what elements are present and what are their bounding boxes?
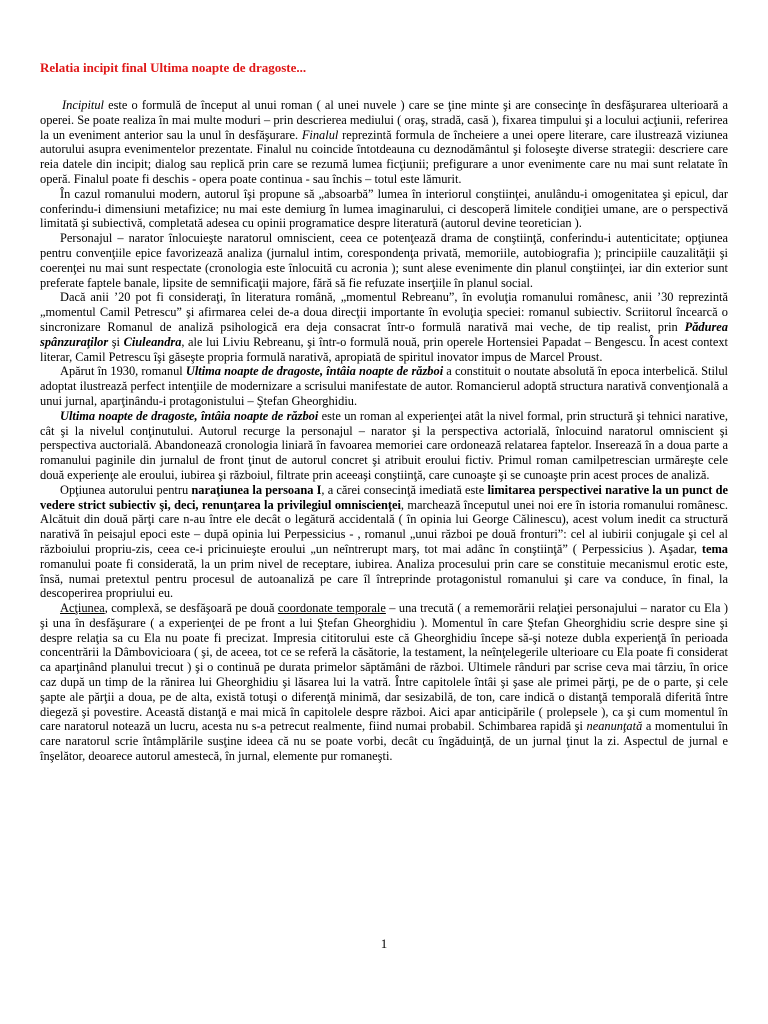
text-run: a constituit o noutate absolută în epoca interbelică. Stilul adoptat ilustrează perfect intenţiile de modernizare a scrisului manifestate de autor. Romancierul adoptă structura narativă convenţională a unui jurnal, aparţinându-i protagonistului – Ştefan Gheorghidiu. [40, 364, 728, 408]
term-tema: tema [701, 541, 728, 556]
term-coordonate-temporale: coordonate temporale [277, 601, 386, 616]
term-neanuntata: neanunţată [586, 719, 643, 734]
text-run: romanului poate fi considerată, la un prim nivel de receptare, iubirea. Analiza procesului prin care se constituie mecanismul erotic este, însă, numai pretextul pentru procesul de autoanaliză pe care îl întreprinde protagonistul romanului şi care va conduce, în final, la descoperirea propriului eu. [40, 556, 728, 601]
text-run: a momentului în care naratorul scrie întâmplările susţine ideea că nu se poate vorbi, decât cu îngăduinţă, de un jurnal ţinut la zi. Aspectul de jurnal e înşelător, deoarece autorul amestecă, în jurnal, elemente pur romaneşti. [40, 719, 728, 764]
document-title: Relatia incipit final Ultima noapte de dragoste... [40, 60, 307, 75]
term-final: Finalul [301, 127, 339, 142]
paragraph-action [40, 601, 728, 764]
paragraph-context [40, 290, 728, 364]
text-run: , ale lui Liviu Rebreanu, şi într-o formulă nouă, prin operele Hortensiei Papadat – Bengescu. În acest context literar, Camil Petrescu îşi găseşte propria formulă narativă, apropiată de spiritul inovator impus de Marcel Proust. [40, 334, 729, 364]
work-title-padurea: Pădurea spânzuraţilor [40, 319, 728, 349]
term-actiunea: Acţiunea [60, 601, 105, 616]
text-run: reprezintă formula de încheiere a unei opere literare, care ilustrează viziunea autorului asupra evenimentelor prezentate. Finalul nu coincide întotdeauna cu deznodământul şi foloseşte diverse strategii: descriere care reia datele din incipit; dialog sau replică prin care se rezumă lumea ficţiunii; prefigurare a unor evenimente care nu mai sunt relatate în operă. Finalul poate fi deschis - opera poate continua - sau închis – totul este lămurit. [40, 127, 728, 186]
text-run: , a cărei consecinţă imediată este [321, 482, 488, 497]
novel-title: Ultima noapte de dragoste, întâia noapte de război [60, 408, 319, 423]
text-run: , marchează începutul unei noi ere în istoria romanului românesc. Alcătuit din două părţi care n-au între ele decât o legătură accidentală ( în opinia lui George Călinescu), acest volum inedit ca structură narativă în peisajul epoci este – după opinia lui Perpessicius - , romanul „unui război pe două fronturi”: cel al iubirii conjugale şi cel al războiului propriu-zis, ceea ce-i pricinuieşte eroului „un neîntrerupt marş, tot mai adânc în conştiinţă” ( Perpessicius ). Aşadar, [40, 497, 728, 556]
text-run: este o formulă de început al unui roman ( al unei nuvele ) care se ţine minte şi are consecinţe în desfăşurarea ulterioară a operei. Se poate realiza în mai multe moduri – prin descrierea mediului ( oraş, stradă, casă ), fixarea timpului şi a locului acţiunii, referirea la un eveniment anterior sau la unul în desfăşurare. [40, 98, 728, 142]
paragraph-publication [40, 364, 728, 408]
text-run: – una trecută ( a rememorării relaţiei personajului – narator cu Ela ) şi una în desfăşurare ( a experienţei de pe front a lui Ştefan Gheorghidiu ). Momentul în care Ştefan Gheorghidiu scrie despre sine şi despre relaţia sa cu Ela nu poate fi precizat. Impresia cititorului este că Gheorghidiu începe să-şi noteze dubla experienţă în perioada concentrării la Dâmbovicioara ( şi, de aceea, tot ce se referă la căsătorie, la testament, la neînţelegerile ulterioare cu Ela poate fi considerat ca aparţinând planului trecut ) şi o continuă pe durata primelor săptămâni de război. Ultimele rânduri par scrise ceva mai târziu, în orice caz după un timp de la rănirea lui Gheorghidiu şi lăsarea lui la vatră. Între capitolele întâi şi şase ale primei părţi, pe de o parte, şi cele şapte ale părţii a doua, pe de alta, există totuşi o diferenţă minimă, dar sesizabilă, de ton, care indică o distanţă temporală diferită între diegeză şi povestire. Această distanţă e mai mică în capitolele despre război. Aici apar anticipările ( prolepsele ), ca şi cum momentul în care naratorul notează un lucru, acesta nu s-a petrecut realmente, fiind numai probabil. Schimbarea rapidă şi [40, 601, 728, 734]
paragraph-experience [40, 409, 728, 483]
text-run: Dacă anii ’20 pot fi consideraţi, în literatura română, „momentul Rebreanu”, în evoluţia romanului românesc, anii ’30 reprezintă „momentul Camil Petrescu” şi afirmarea celei de-a doua direcţii importante în evoluţia speciei: romanul subiectiv. Scriitorul încearcă o sincronizare Romanul de analiză psihologică era deja consacrat într-o formulă narativă mai veche, de tip realist, prin [40, 290, 728, 334]
paragraph-modern-novel: În cazul romanului modern, autorul îşi propune să „absoarbă” lumea în interiorul conştiinţei, anulându-i omogenitatea şi epicul, dar conferindu-i dimensiuni metafizice; nu mai este demiurg în lumea imaginarului, ci descoperă limitele condiţiei umane, are o perspectivă limitată şi subiectivă, completată adesea cu opinii programatice despre literatură (autorul devine teoretician ). [40, 186, 728, 231]
paragraph-narrator: Personajul – narator înlocuieşte naratorul omniscient, ceea ce potenţează drama de conştiinţă, conferindu-i autenticitate; opţiunea pentru convenţiile epice favorizează analiza (jurnalul intim, corespondenţa privată, memoriile, autobiografia ); principiile cauzalităţii şi coerenţei nu mai sunt respectate (cronologia este înlocuită cu acronia ); sunt alese evenimente din planul conştiinţei, iar din exterior sunt preferate faptele banale, lipsite de semnificaţii majore, fără să fie refuzate inserţiile în planul social. [40, 231, 728, 290]
paragraph-first-person [40, 483, 728, 601]
text-run: şi [108, 334, 124, 349]
text-run: Opţiunea autorului pentru [60, 482, 192, 497]
term-limited-perspective: limitarea perspectivei narative la un punct de vedere strict subiectiv şi, deci, renunţarea la privilegiul omniscienţei [40, 482, 728, 512]
novel-title: Ultima noapte de dragoste, întâia noapte de război [185, 364, 444, 379]
term-incipit: Incipitul [62, 98, 104, 112]
term-first-person: naraţiunea la persoana I [191, 482, 322, 497]
text-run: este un roman al experienţei atât la nivel formal, prin structură şi tehnici narative, cât şi la nivelul conţinutului. Autorul recurge la personajul – narator şi la perspectiva actorială, înlocuind naratorul omniscient şi perspectiva auctorială. Abandonează cronologia liniară în favoarea memoriei care ordonează relatarea faptelor. Inserează în a doua parte a romanului paginile din jurnalul de front ţinut de autorul concret şi atribuit eroului fictiv. Primul roman camilpetrescian urmăreşte cele două experienţe ale eroului, iubirea şi războiul, filtrate prin aceeaşi conştiinţă, care cunoaşte şi se cunoaşte prin acest proces de analiză. [40, 408, 728, 482]
text-run: Apărut în 1930, romanul [60, 364, 186, 379]
paragraph-incipit [40, 98, 728, 187]
work-title-ciuleandra: Ciuleandra [123, 334, 182, 349]
document-body [40, 98, 728, 764]
page-number: 1 [380, 936, 388, 951]
text-run: , complexă, se desfăşoară pe două [104, 601, 278, 616]
